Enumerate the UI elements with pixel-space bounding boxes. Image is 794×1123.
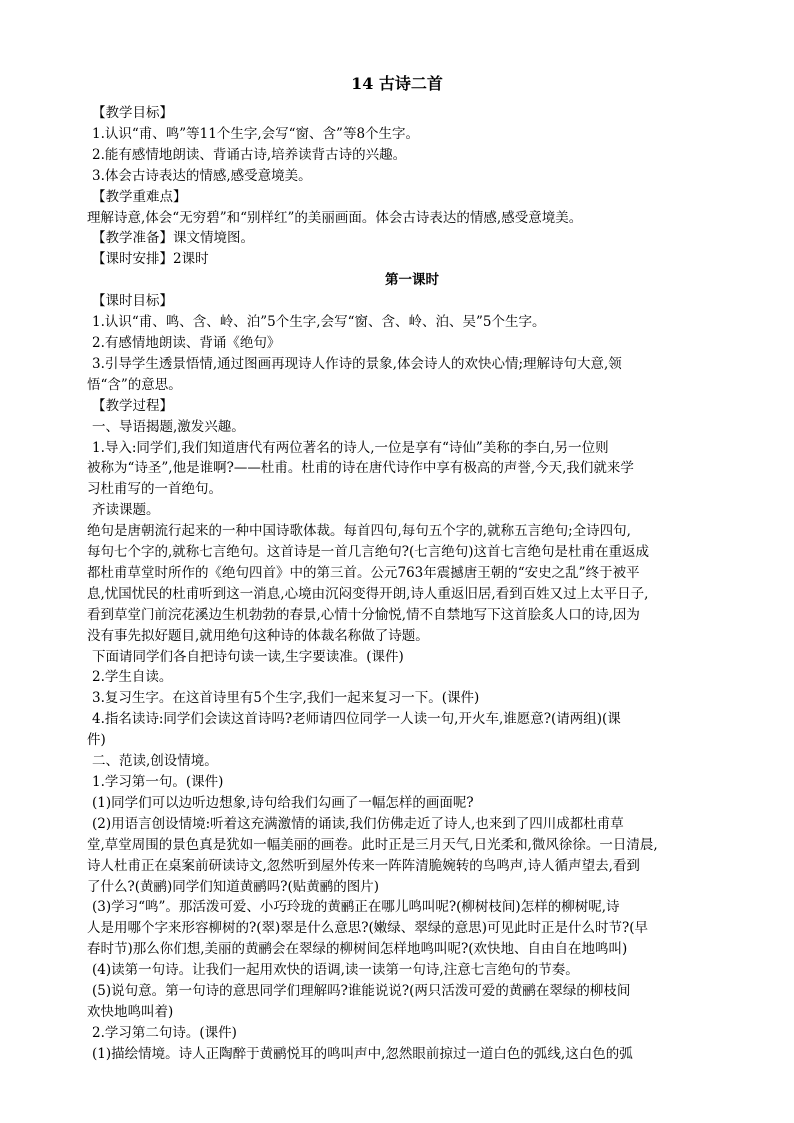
text-line: (2)用语言创设情境:听着这充满激情的诵读,我们仿佛走近了诗人,也来到了四川成都杜甫草 — [92, 815, 624, 832]
text-line: 2.有感情地朗读、背诵《绝句》 — [92, 334, 281, 351]
text-line: 绝句是唐朝流行起来的一种中国诗歌体裁。每首四句,每句五个字的,就称五言绝句;全诗四句, — [87, 523, 631, 540]
text-line: 1.导入:同学们,我们知道唐代有两位著名的诗人,一位是享有“诗仙”美称的李白,另一位则 — [92, 439, 609, 456]
text-line: 春时节)那么你们想,美丽的黄鹂会在翠绿的柳树间怎样地鸣叫呢?(欢快地、自由自在地鸣叫) — [87, 941, 628, 958]
text-line: 都杜甫草堂时所作的《绝句四首》中的第三首。公元763年震撼唐王朝的“安史之乱”终于被平 — [87, 564, 640, 581]
text-line: 【教学过程】 — [92, 397, 173, 414]
text-line: 件) — [87, 732, 106, 749]
text-line: 1.认识“甫、鸣、含、岭、泊”5个生字,会写“窗、含、岭、泊、吴”5个生字。 — [92, 314, 546, 331]
text-line: 习杜甫写的一首绝句。 — [87, 481, 222, 498]
section-heading: 第一课时 — [385, 272, 439, 289]
text-line: 被称为“诗圣”,他是谁啊?——杜甫。杜甫的诗在唐代诗作中享有极高的声誉,今天,我们就来学 — [87, 460, 634, 477]
text-line: 3.体会古诗表达的情感,感受意境美。 — [92, 167, 312, 184]
text-line: (1)描绘情境。诗人正陶醉于黄鹂悦耳的鸣叫声中,忽然眼前掠过一道白色的弧线,这白色的弧 — [92, 1045, 633, 1062]
text-line: 【教学重难点】 — [92, 188, 187, 205]
text-line: 【教学准备】课文情境图。 — [92, 230, 254, 247]
text-line: 人是用哪个字来形容柳树的?(翠)翠是什么意思?(嫩绿、翠绿的意思)可见此时正是什么时节?(早 — [87, 920, 649, 937]
text-line: 没有事先拟好题目,就用绝句这种诗的体裁名称做了诗题。 — [87, 627, 429, 644]
text-line: 【课时安排】2课时 — [92, 251, 209, 268]
text-line: 看到草堂门前浣花溪边生机勃勃的春景,心情十分愉悦,情不自禁地写下这首脍炙人口的诗,因为 — [87, 606, 640, 623]
text-line: 4.指名读诗:同学们会读这首诗吗?老师请四位同学一人读一句,开火车,谁愿意?(请两组)(课 — [92, 711, 621, 728]
text-line: 3.引导学生透景悟情,通过图画再现诗人作诗的景象,体会诗人的欢快心情;理解诗句大意,领 — [92, 355, 622, 372]
text-line: 下面请同学们各自把诗句读一读,生字要读准。(课件) — [92, 648, 404, 665]
text-line: (4)读第一句诗。让我们一起用欢快的语调,读一读第一句诗,注意七言绝句的节奏。 — [92, 962, 579, 979]
document-body — [87, 103, 737, 1065]
text-line: (1)同学们可以边听边想象,诗句给我们勾画了一幅怎样的画面呢? — [92, 794, 474, 811]
text-line: 堂,草堂周围的景色真是犹如一幅美丽的画卷。此时正是三月天气,日光柔和,微风徐徐。一日清晨, — [87, 836, 658, 853]
text-line: 诗人杜甫正在桌案前研读诗文,忽然听到屋外传来一阵阵清脆婉转的鸟鸣声,诗人循声望去,看到 — [87, 857, 640, 874]
text-line: (3)学习“鸣”。那活泼可爱、小巧玲珑的黄鹂正在哪儿鸣叫呢?(柳树枝间)怎样的柳树呢,诗 — [92, 899, 620, 916]
text-line: (5)说句意。第一句诗的意思同学们理解吗?谁能说说?(两只活泼可爱的黄鹂在翠绿的柳枝间 — [92, 983, 631, 1000]
text-line: 3.复习生字。在这首诗里有5个生字,我们一起来复习一下。(课件) — [92, 690, 480, 707]
text-line: 2.学习第二句诗。(课件) — [92, 1024, 237, 1041]
text-line: 【教学目标】 — [92, 105, 173, 121]
text-line: 理解诗意,体会“无穷碧”和“别样红”的美丽画面。体会古诗表达的情感,感受意境美。 — [87, 209, 583, 226]
text-line: 一、导语揭题,激发兴趣。 — [92, 418, 245, 435]
text-line: 2.学生自读。 — [92, 669, 173, 686]
text-line: 二、范读,创设情境。 — [92, 753, 218, 770]
text-line: 齐读课题。 — [92, 502, 160, 519]
text-line: 1.认识“甫、鸣”等11个生字,会写“窗、含”等8个生字。 — [92, 125, 420, 142]
document-title: 14 古诗二首 — [351, 74, 443, 93]
text-line: 息,忧国忧民的杜甫听到这一消息,心境由沉闷变得开朗,诗人重返旧居,看到百姓又过上太平日子, — [87, 585, 649, 602]
text-line: 悟“含”的意思。 — [87, 376, 182, 393]
text-line: 2.能有感情地朗读、背诵古诗,培养读背古诗的兴趣。 — [92, 146, 407, 163]
text-line: 1.学习第一句。(课件) — [92, 774, 224, 790]
text-line: 【课时目标】 — [92, 293, 173, 310]
text-line: 了什么?(黄鹂)同学们知道黄鹂吗?(贴黄鹂的图片) — [87, 878, 380, 895]
text-line: 每句七个字的,就称七言绝句。这首诗是一首几言绝句?(七言绝句)这首七言绝句是杜甫在重返成 — [87, 544, 650, 561]
text-line: 欢快地鸣叫着) — [87, 1003, 174, 1020]
